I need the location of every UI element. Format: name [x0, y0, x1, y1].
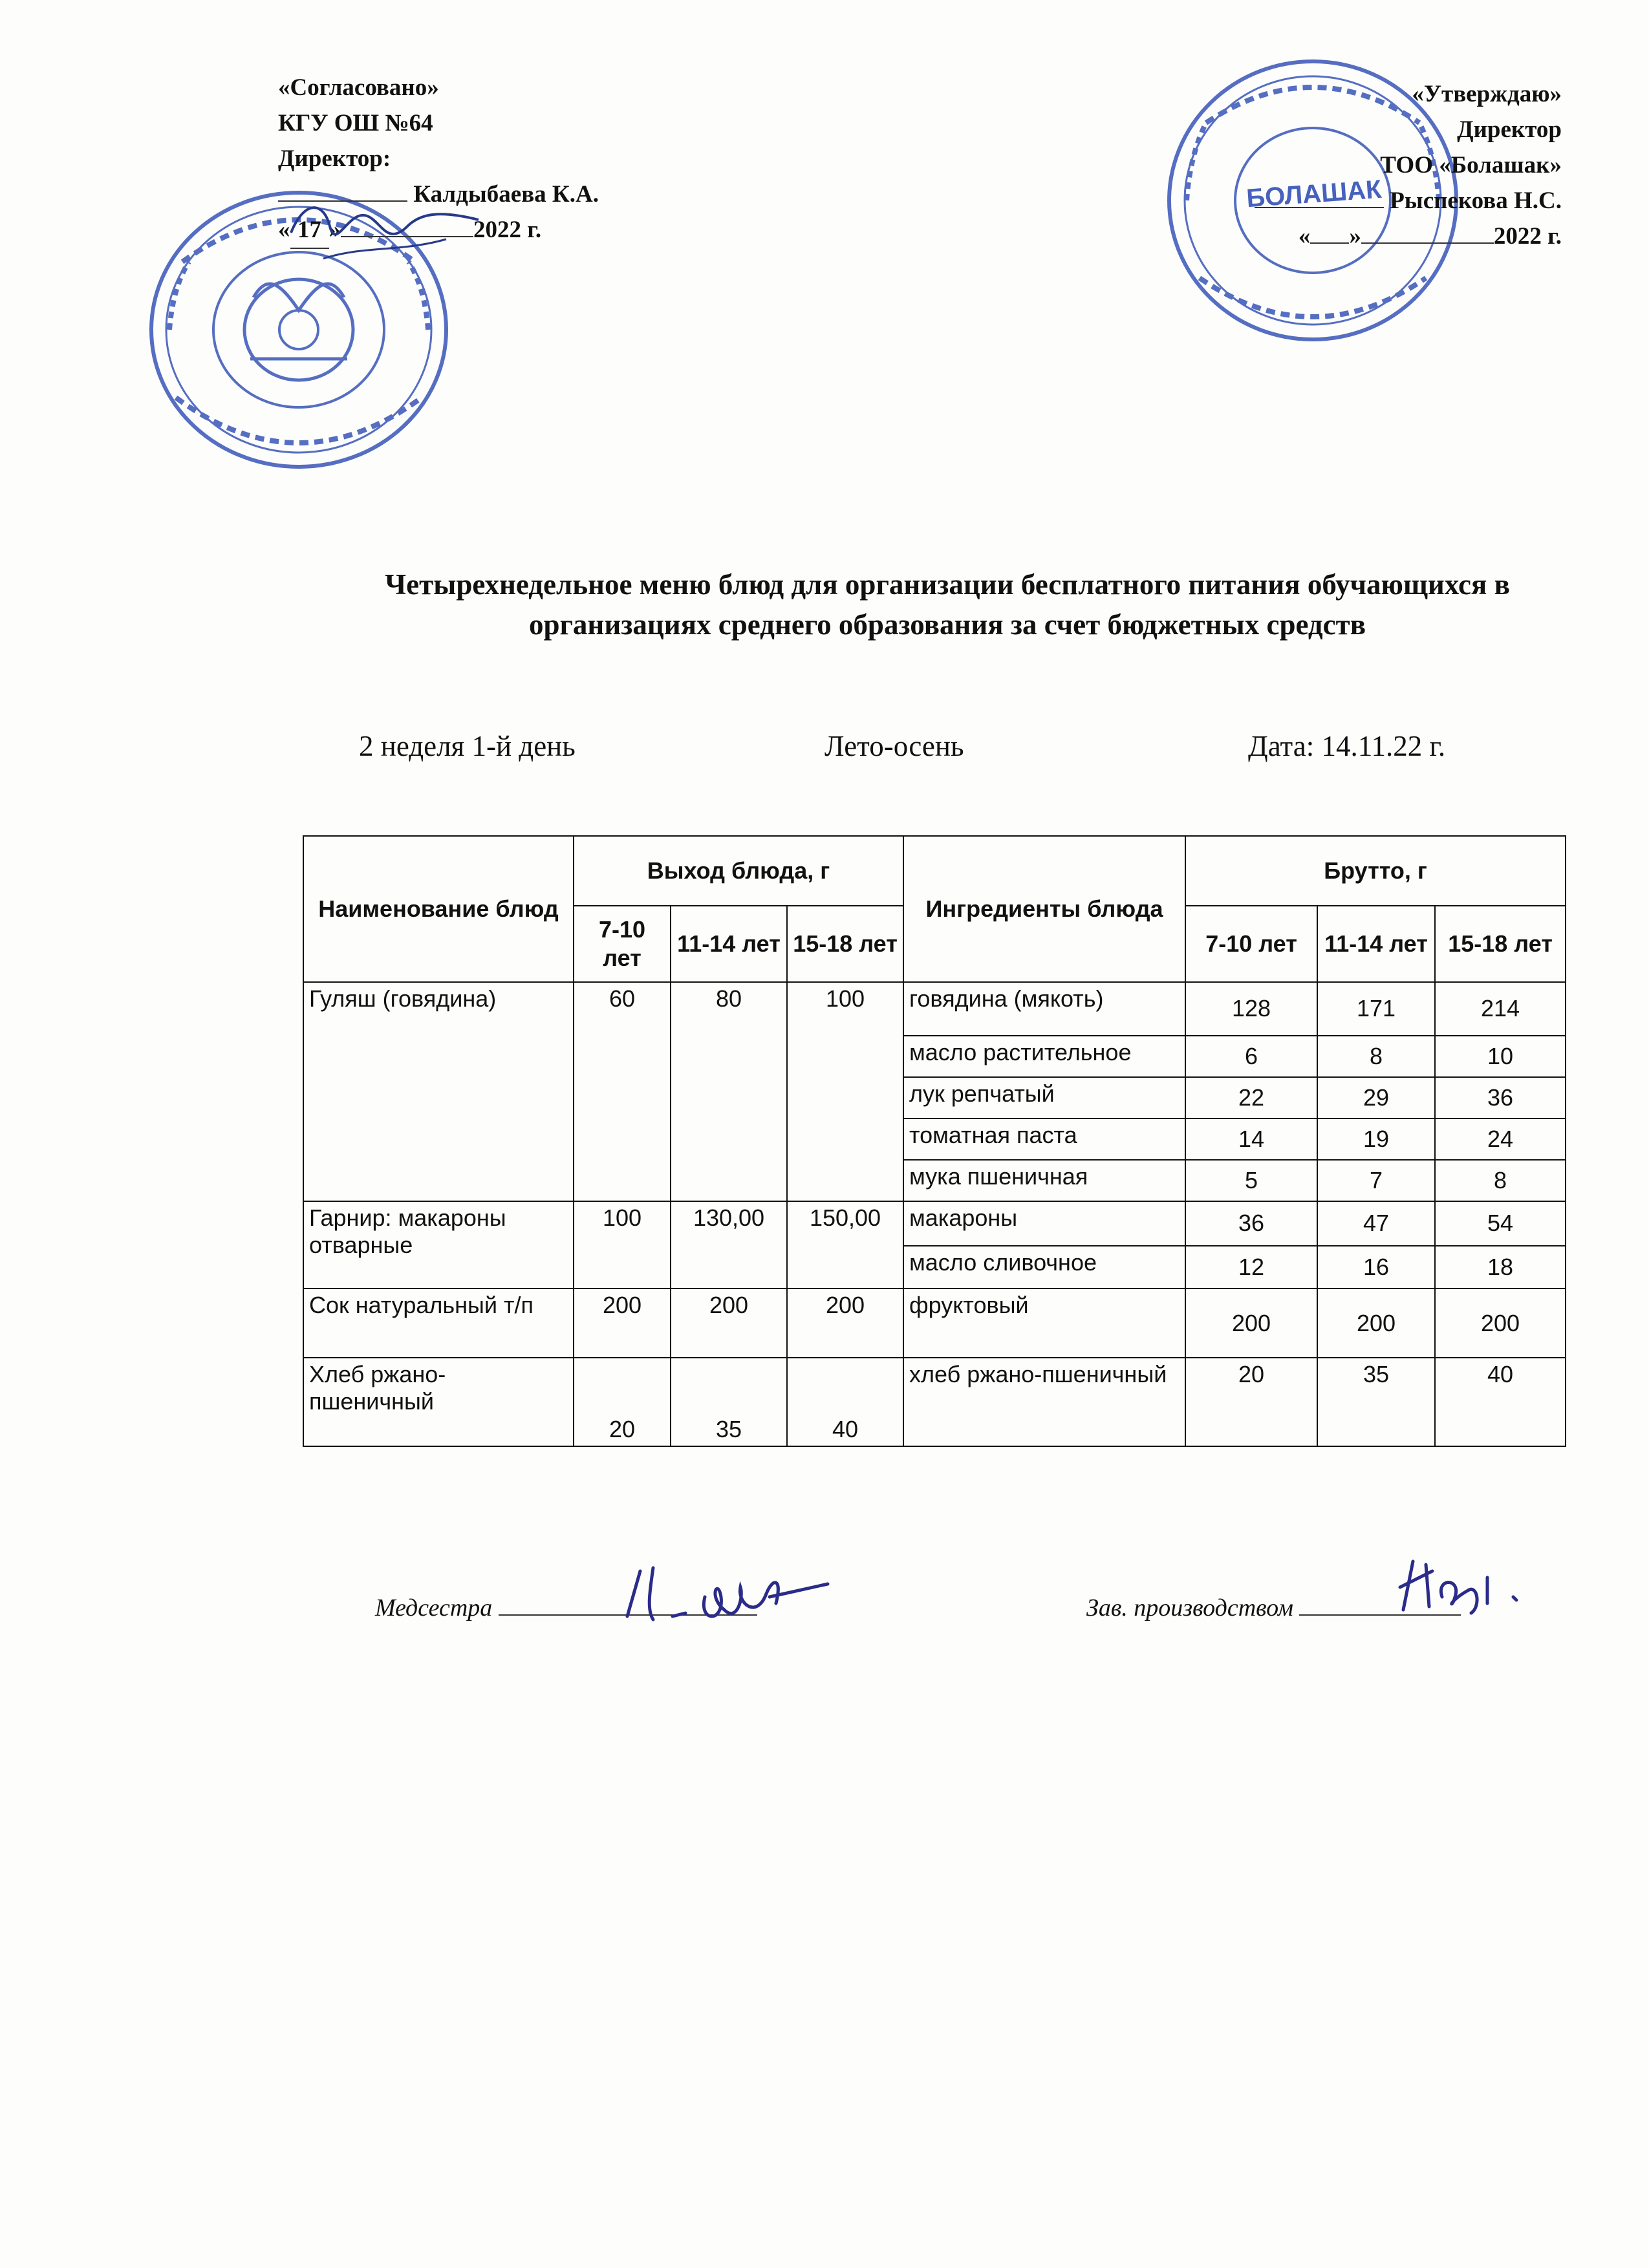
header-output-age-11-14: 11-14 лет: [671, 906, 787, 982]
approval-right-name-line: [1255, 183, 1562, 219]
ingredient-name: лук репчатый: [903, 1077, 1185, 1118]
approval-left-title: «Согласовано»: [278, 74, 439, 101]
approval-right-date-open: «: [1298, 223, 1311, 250]
manager-label: Зав. производством: [1086, 1594, 1293, 1621]
dish-name: Хлеб ржано-пшеничный: [303, 1358, 574, 1446]
ingredient-gross: 36: [1185, 1201, 1317, 1245]
ingredient-gross: 47: [1317, 1201, 1435, 1245]
ingredient-gross: 22: [1185, 1077, 1317, 1118]
approval-right-date-close: »: [1349, 223, 1361, 250]
approval-right-org: ТОО «Болашак»: [1380, 152, 1562, 178]
ingredient-gross: 200: [1317, 1289, 1435, 1358]
document-title: Четырехнедельное меню блюд для организации бесплатного питания обучающихся в организациях среднего образования за счет бюджетных средств: [385, 568, 1510, 641]
approval-right-month-blank: [1361, 242, 1494, 244]
signature-nurse: [614, 1558, 847, 1629]
dish-output: 40: [787, 1358, 903, 1446]
ingredient-gross: 200: [1435, 1289, 1566, 1358]
ingredient-gross: 7: [1317, 1160, 1435, 1201]
header-gross: Брутто, г: [1185, 836, 1566, 906]
header-gross-age-15-18: 15-18 лет: [1435, 906, 1566, 982]
dish-output: 150,00: [787, 1201, 903, 1288]
ingredient-gross: 14: [1185, 1118, 1317, 1160]
dish-output: 60: [574, 982, 671, 1201]
table-row: [303, 1201, 1566, 1245]
header-output: Выход блюда, г: [574, 836, 903, 906]
dish-output: 200: [671, 1289, 787, 1358]
ingredient-name: масло растительное: [903, 1036, 1185, 1077]
ingredient-name: масло сливочное: [903, 1246, 1185, 1289]
approval-left-year: 2022 г.: [473, 217, 542, 243]
dish-output: 80: [671, 982, 787, 1201]
menu-table: [303, 835, 1566, 1447]
dish-output: 20: [574, 1358, 671, 1446]
ingredient-gross: 128: [1185, 982, 1317, 1036]
ingredient-gross: 19: [1317, 1118, 1435, 1160]
ingredient-gross: 36: [1435, 1077, 1566, 1118]
header-ingredients: Ингредиенты блюда: [903, 836, 1185, 982]
dish-output: 200: [787, 1289, 903, 1358]
table-row: [303, 1358, 1566, 1446]
signature-left: [285, 187, 491, 272]
header-gross-age-7-10: 7-10 лет: [1185, 906, 1317, 982]
approval-right-date-day: [1310, 242, 1349, 244]
ingredient-gross: 54: [1435, 1201, 1566, 1245]
header-dish-name: Наименование блюд: [303, 836, 574, 982]
ingredient-gross: 214: [1435, 982, 1566, 1036]
approval-left-date-open: «: [278, 217, 290, 243]
approval-left-role: Директор:: [278, 145, 391, 172]
ingredient-gross: 8: [1435, 1160, 1566, 1201]
ingredient-gross: 40: [1435, 1358, 1566, 1446]
dish-output: 130,00: [671, 1201, 787, 1288]
ingredient-name: мука пшеничная: [903, 1160, 1185, 1201]
dish-output: 100: [787, 982, 903, 1201]
approval-right-title: «Утверждаю»: [1412, 81, 1562, 107]
ingredient-gross: 20: [1185, 1358, 1317, 1446]
ingredient-gross: 171: [1317, 982, 1435, 1036]
dish-output: 35: [671, 1358, 787, 1446]
ingredient-gross: 10: [1435, 1036, 1566, 1077]
header-output-age-15-18: 15-18 лет: [787, 906, 903, 982]
nurse-label: Медсестра: [375, 1594, 493, 1621]
approval-left-date-close: »: [329, 217, 341, 243]
table-row: [303, 1289, 1566, 1358]
dish-name: Гарнир: макароны отварные: [303, 1201, 574, 1288]
ingredient-gross: 18: [1435, 1246, 1566, 1289]
ingredient-gross: 24: [1435, 1118, 1566, 1160]
meta-week-day: 2 неделя 1-й день: [359, 730, 576, 762]
dish-output: 200: [574, 1289, 671, 1358]
table-row: [303, 982, 1566, 1036]
approval-left-org: КГУ ОШ №64: [278, 110, 433, 136]
ingredient-gross: 5: [1185, 1160, 1317, 1201]
approval-right-date-line: [1255, 219, 1562, 254]
ingredient-gross: 16: [1317, 1246, 1435, 1289]
ingredient-gross: 29: [1317, 1077, 1435, 1118]
ingredient-name: фруктовый: [903, 1289, 1185, 1358]
header-gross-age-11-14: 11-14 лет: [1317, 906, 1435, 982]
ingredient-gross: 8: [1317, 1036, 1435, 1077]
approval-right-name: Рыспекова Н.С.: [1390, 187, 1562, 214]
header-output-age-7-10: 7-10 лет: [574, 906, 671, 982]
ingredient-gross: 12: [1185, 1246, 1317, 1289]
dish-name: Сок натуральный т/п: [303, 1289, 574, 1358]
ingredient-name: томатная паста: [903, 1118, 1185, 1160]
ingredient-name: макароны: [903, 1201, 1185, 1245]
seal-right-name: БОЛАШАК: [1245, 175, 1383, 213]
approval-block-right: [1255, 76, 1562, 254]
meta-season: Лето-осень: [824, 730, 964, 762]
ingredient-gross: 6: [1185, 1036, 1317, 1077]
dish-name: Гуляш (говядина): [303, 982, 574, 1201]
approval-right-sign-blank: [1255, 207, 1384, 208]
ingredient-gross: 200: [1185, 1289, 1317, 1358]
meta-date: Дата: 14.11.22 г.: [1248, 730, 1446, 762]
ingredient-name: хлеб ржано-пшеничный: [903, 1358, 1185, 1446]
signature-manager: [1390, 1552, 1533, 1623]
ingredient-gross: 35: [1317, 1358, 1435, 1446]
approval-right-role: Директор: [1457, 116, 1562, 143]
dish-output: 100: [574, 1201, 671, 1288]
approval-right-year: 2022 г.: [1493, 223, 1562, 250]
ingredient-name: говядина (мякоть): [903, 982, 1185, 1036]
approval-left-date-day: 17: [290, 212, 329, 249]
approval-left-name: Калдыбаева К.А.: [413, 181, 599, 208]
